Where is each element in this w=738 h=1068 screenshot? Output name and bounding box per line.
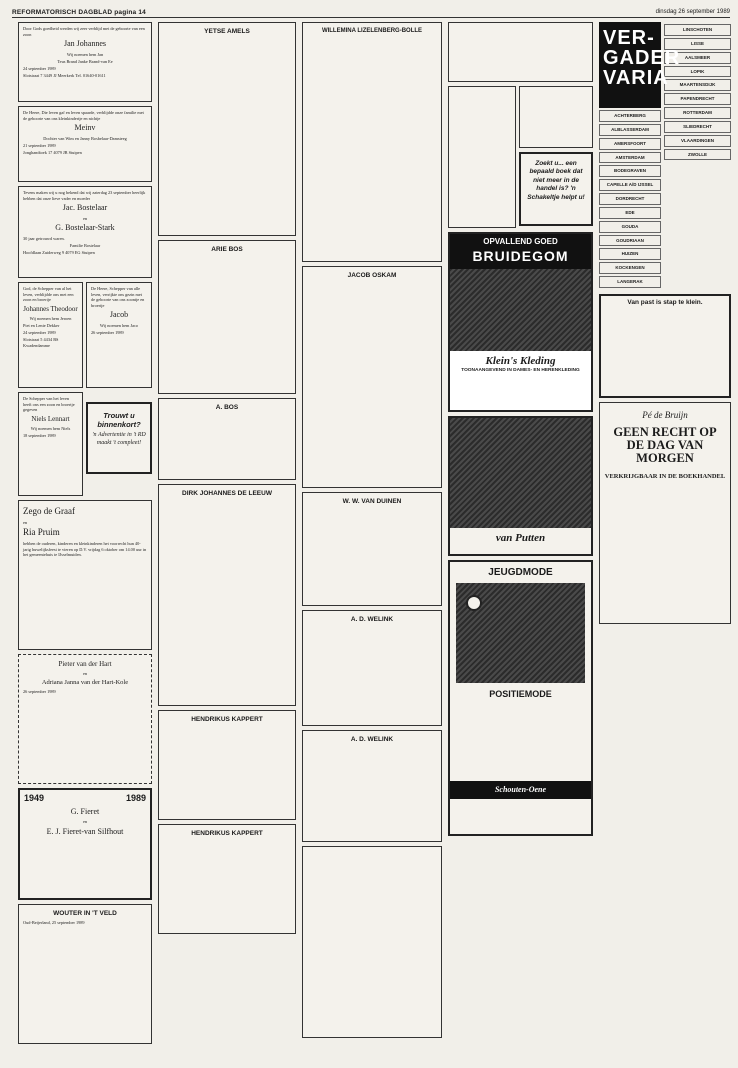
obituary-welink-family [302, 846, 442, 1038]
ad-text: Wij noemen hem Jan [66, 51, 104, 57]
title-line: VARIA [603, 67, 669, 89]
ad-date: 21 september 1989 [23, 142, 56, 148]
ad-name: E. J. Fieret-van Silfhout [46, 826, 124, 836]
column-5 [599, 22, 731, 1062]
ad-name: Adriana Janna van der Hart-Kole [41, 678, 129, 686]
ad-name: Jan Johannes [64, 39, 106, 49]
anniversary-ad-fieret [18, 788, 152, 900]
obituary-willemina [302, 22, 442, 262]
birth-ad-niels-lennart [18, 392, 83, 496]
van-putten-ad [448, 416, 593, 556]
church-name: MAARTENSDIJK [679, 82, 716, 88]
anniversary-ad-van-der-hart [18, 654, 152, 784]
obituary-hendrikus-kappert-2 [158, 824, 296, 934]
church-name: CAPELLE A/D IJSSEL [606, 182, 654, 188]
ad-name: Johannes Theodoor [23, 304, 78, 313]
ad-heading: OPVALLEND GOED [483, 237, 558, 246]
church-name: AALSMEER [684, 54, 711, 60]
column-2 [158, 22, 296, 1062]
church-name: SLIEDRECHT [683, 123, 712, 129]
ad-text: en [82, 671, 88, 677]
ad-name: A. D. WELINK [350, 736, 394, 743]
ad-text: en [23, 519, 28, 525]
column-4 [448, 22, 593, 1062]
year-start: 1949 [24, 793, 45, 803]
ad-name: WOUTER IN 'T VELD [53, 910, 117, 917]
ad-text: Wij noemen hem Niels [30, 425, 71, 431]
ad-name: Niels Lennart [31, 414, 70, 423]
church-name: ACHTERBERG [614, 113, 646, 118]
ad-date: Oud-Beijerland, 25 september 1989 [23, 920, 85, 926]
ad-text: hebben de ouderen, kinderen en kleinkinderen het voorrecht hun 40-jarig huwelijksfeest te vieren op D.V. vrijdag 6 oktober om 14.00 uur in het gemeentehuis te IJsselmuiden. [23, 540, 147, 558]
obituary-dirk-de-leeuw [158, 484, 296, 706]
promo-body: 'n Advertentie in 't RD maakt 't compleet! [92, 432, 146, 447]
ad-name: Ria Pruim [23, 527, 60, 538]
fashion-photo [450, 418, 591, 528]
schakeltje-promo [519, 152, 593, 226]
ad-name: DIRK JOHANNES DE LEEUW [182, 490, 272, 497]
ad-name: Jac. Bostelaar [62, 203, 108, 213]
ad-name: JACOB OSKAM [347, 272, 397, 279]
ad-date: 24 september 1989 [23, 329, 56, 335]
ad-name: A. D. WELINK [350, 616, 394, 623]
ad-name: Pieter van der Hart [58, 660, 112, 668]
ad-name: Meinv [74, 123, 96, 133]
birth-ad-jacob [86, 282, 152, 388]
ad-text: Wij noemen hem Jeroen [29, 315, 72, 321]
ad-name: G. Fieret [70, 806, 100, 816]
ad-text: Dochter van Wim en Janny Bosbelaar-Damsteeg [43, 135, 127, 141]
ad-text: Door Gods goedheid werden wij zeer verblijd met de geboorte van een zoon [23, 26, 145, 37]
ad-date: 26 september 1989 [23, 689, 56, 695]
ad-name: HENDRIKUS KAPPERT [191, 716, 263, 723]
ad-text: Wij noemen hem Jaco [99, 322, 139, 328]
ad-text: De Schepper van het leven heeft ons een zoon en broertje gegeven [23, 396, 75, 413]
wedding-transport-ad [448, 22, 593, 82]
ad-name: Jacob [109, 310, 129, 320]
church-name: ROTTERDAM [683, 110, 712, 116]
ad-text: en [82, 819, 88, 825]
church-name: KOCKENGEN [615, 265, 645, 271]
birth-ad-meinv [18, 106, 152, 182]
obituary-wouter-in-t-veld [18, 904, 152, 1044]
church-name: VLAARDINGEN [680, 137, 714, 143]
obituary-jacob-oskam [302, 266, 442, 488]
kleins-kleding-ad [448, 232, 593, 412]
ad-name: W. W. VAN DUINEN [342, 498, 402, 505]
ad-text: Tevens maken wij u nog bekend dat wij zaterdag 23 september heerlijk hebben dat onze lieve vader en moeder [23, 190, 146, 201]
anniversary-ad-bostelaar [18, 186, 152, 278]
title-line: VER- [603, 27, 655, 49]
church-name: LANGERAK [617, 279, 643, 285]
trouwt-promo [86, 402, 152, 474]
church-name: HUIZEN [621, 251, 639, 257]
ad-date: 24 september 1989 [23, 65, 56, 71]
page-date: dinsdag 26 september 1989 [655, 9, 730, 15]
obituary-van-duinen [302, 492, 442, 606]
ad-heading: BRUIDEGOM [472, 248, 569, 265]
ad-text: Piet en Lenie Dekker [23, 322, 60, 328]
van-leeuwen-ad [599, 294, 731, 398]
promo-text: Zoekt u... een bepaald boek dat niet meer in de handel is? 'n Schakeltje helpt u! [527, 160, 585, 201]
ad-date: 18 september 1989 [23, 432, 56, 438]
sewing-photo [456, 583, 585, 683]
church-name: DORDRECHT [615, 196, 645, 202]
church-name: AMERSFOORT [614, 140, 646, 146]
church-name: LINSCHOTEN [682, 27, 713, 32]
promo-heading: Trouwt u binnenkort? [97, 411, 141, 429]
hotel-ad [519, 86, 593, 148]
church-name: BODEGRAVEN [614, 168, 646, 174]
anniversary-ad-zego [18, 500, 152, 650]
column-1 [18, 22, 152, 1062]
ad-name: G. Bostelaar-Stark [55, 223, 115, 233]
church-name: GOUDRIAAN [616, 237, 644, 243]
obituary-arie-bos [158, 240, 296, 394]
ad-date: 26 september 1989 [91, 329, 124, 335]
column-3 [302, 22, 442, 1062]
obituary-a-bos [158, 398, 296, 480]
ad-heading: Van past is stap te klein. [627, 298, 703, 306]
ad-name: A. BOS [215, 404, 239, 411]
ad-address: Hoofdlaan Zuiderweg 9 4079 EG Stuipen [23, 249, 95, 255]
family-notice-small [448, 86, 516, 228]
ad-address: Jonghandtoek 17 4079 JB Stuipen [23, 149, 82, 155]
church-name: ALBLASSERDAM [611, 126, 649, 132]
ad-text: God, de Schepper van al het leven, verblijdde ons met een zoon en broertje [23, 286, 74, 303]
obituary-welink-1 [302, 610, 442, 726]
vergadervaria-title [599, 22, 681, 108]
groom-photo [450, 269, 591, 351]
masthead [12, 8, 730, 18]
ad-address: Slotstraat 5 4434 BS Kwadendamme [23, 337, 59, 348]
ad-name: HENDRIKUS KAPPERT [191, 830, 263, 837]
ad-text: Familie Bostelaar [69, 242, 101, 248]
author-name: Pé de Bruijn [642, 409, 688, 420]
church-name: PAPENDRECHT [680, 96, 715, 102]
book-ad [599, 402, 731, 624]
church-name: AMSTERDAM [615, 154, 645, 160]
ad-text: Teus Brand Janke Brand-van Ee [57, 58, 113, 64]
title-line: GADER [603, 47, 681, 69]
ad-name: YETSE AMELS [204, 28, 250, 35]
book-title: GEEN RECHT OP DE DAG VAN MORGEN [613, 424, 717, 465]
ad-heading: JEUGDMODE [488, 567, 553, 578]
obituary-welink-2 [302, 730, 442, 842]
ad-heading: POSITIEMODE [489, 689, 552, 699]
church-name: ZWOLLE [688, 151, 707, 157]
obituary-yetse-amels [158, 22, 296, 236]
shop-name: Schouten-Oene [450, 781, 591, 799]
ad-text: De Heere, Schepper van alle leven, verrijkte ons gezin met de geboorte van ons zoontje en broertje [91, 286, 145, 308]
shop-name: Klein's Kleding [485, 354, 556, 367]
church-name: LOPIK [690, 68, 705, 74]
ad-name: WILLEMINA LIZELENBERG-BOLLE [321, 28, 423, 34]
shop-name: van Putten [495, 532, 546, 544]
birth-ad-johannes-theodoor [18, 282, 83, 388]
ad-text: De Heere, Die leven gaf en leven spaarde, verblijdde onze familie met de geboorte van ons kleinkindertje en nichtje [23, 110, 144, 121]
church-name: EDE [625, 209, 635, 215]
church-name: GOUDA [621, 223, 639, 229]
year-end: 1989 [125, 793, 146, 803]
ad-name: ARIE BOS [211, 246, 243, 253]
birth-ad-jan-johannes [18, 22, 152, 102]
schouten-oene-ad [448, 560, 593, 836]
church-name: LISSE [690, 40, 704, 46]
obituary-hendrikus-kappert-1 [158, 710, 296, 820]
ad-address: Slotstraat 7 3449 JJ Meerkerk Tel. 01640-01611 [23, 72, 106, 78]
paper-title: REFORMATORISCH DAGBLAD pagina 14 [12, 9, 147, 16]
ad-text: en [82, 215, 88, 221]
shop-tagline: TOONAANGEVEND IN DAMES- EN HERENKLEDING [461, 367, 580, 373]
ad-name: Zego de Graaf [23, 506, 75, 516]
ad-text: 30 jaar getrouwd waren. [23, 235, 65, 241]
ad-text: VERKRIJGBAAR IN DE BOEKHANDEL [604, 473, 726, 481]
